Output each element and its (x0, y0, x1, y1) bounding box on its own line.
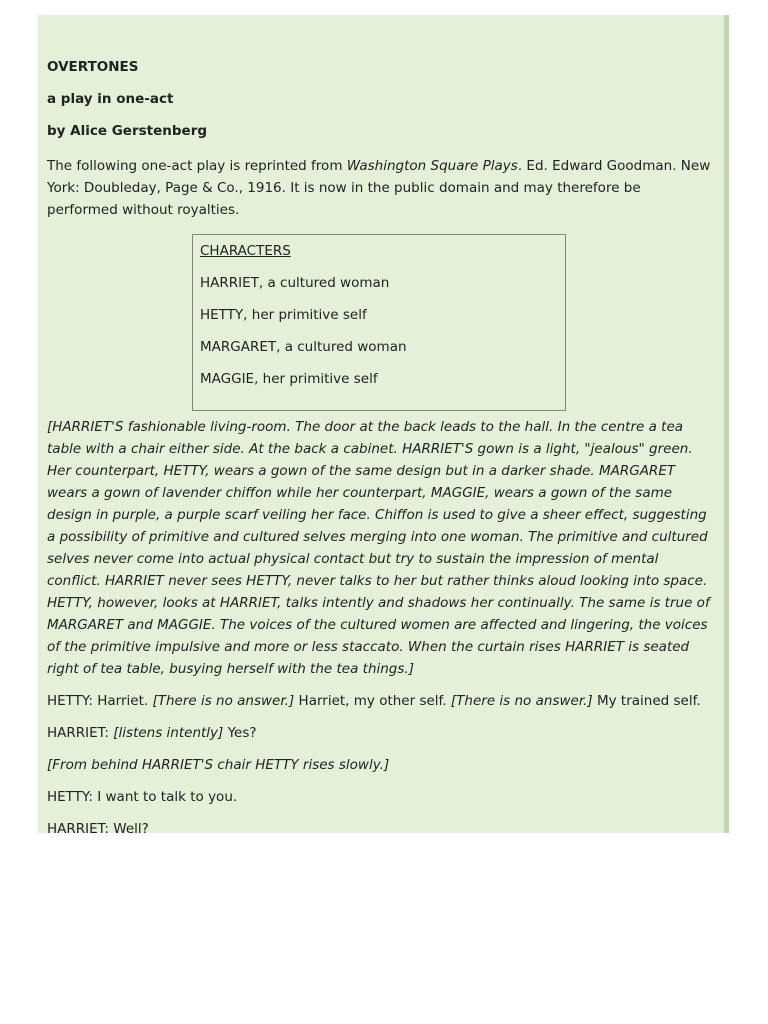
characters-heading: CHARACTERS (200, 243, 291, 259)
character-item: HARRIET, a cultured woman (200, 275, 390, 291)
stage-direction-opening: [HARRIET'S fashionable living-room. The door at the back leads to the hall. In the centre a tea table with a chair either side. At the back a cabinet. HARRIET'S gown is a light, "jealous" green. Her counterpart, HETTY, wears a gown of the same design but in a darker shade. MARGARET wears a gown of lavender chiffon while her counterpart, MAGGIE, wears a gown of the same design in purple, a purple scarf veiling her face. Chiffon is used to give a sheer effect, suggesting a possibility of primitive and cultured selves merging into one woman. The primitive and cultured selves never come into actual physical contact but try to sustain the impression of mental conflict. HARRIET never sees HETTY, never talks to her but rather thinks aloud looking into space. HETTY, however, looks at HARRIET, talks intently and shadows her continually. The same is true of MARGARET and MAGGIE. The voices of the cultured women are affected and lingering, the voices of the primitive impulsive and more or less staccato. When the curtain rises HARRIET is seated right of tea table, busying herself with the tea things.] (47, 419, 710, 677)
character-item: HETTY, her primitive self (200, 307, 367, 323)
document-content (47, 56, 711, 850)
play-author: by Alice Gerstenberg (47, 123, 208, 139)
dialogue-speaker-text: HARRIET: (47, 725, 114, 741)
dialogue-line: HETTY: I want to talk to you. (47, 789, 238, 805)
dialogue-line (47, 722, 711, 744)
dialogue-text: Yes? (223, 725, 257, 741)
inline-stage-direction: [There is no answer.] (152, 693, 295, 709)
play-title: OVERTONES (47, 59, 139, 75)
dialogue-speaker-text: HETTY: Harriet. (47, 693, 153, 709)
stage-direction: [From behind HARRIET'S chair HETTY rises slowly.] (47, 757, 390, 773)
character-item: MAGGIE, her primitive self (200, 371, 378, 387)
characters-box (192, 234, 566, 411)
inline-stage-direction: [listens intently] (113, 725, 224, 741)
document-panel (38, 15, 729, 837)
inline-stage-direction: [There is no answer.] (450, 693, 593, 709)
intro-text-before: The following one-act play is reprinted from (47, 158, 347, 174)
dialogue-text: My trained self. (592, 693, 701, 709)
dialogue-line (47, 690, 711, 712)
intro-book-title: Washington Square Plays (346, 158, 518, 174)
intro-text-after: . Ed. Edward Goodman. New York: Doubleday, Page & Co., 1916. It is now in the public domain and may therefore be performed without royalties. (47, 158, 711, 218)
dialogue-line: HARRIET: Well? (47, 821, 149, 837)
dialogue-text: Harriet, my other self. (294, 693, 451, 709)
intro-paragraph (47, 155, 711, 221)
play-subtitle: a play in one-act (47, 91, 174, 107)
character-item: MARGARET, a cultured woman (200, 339, 407, 355)
